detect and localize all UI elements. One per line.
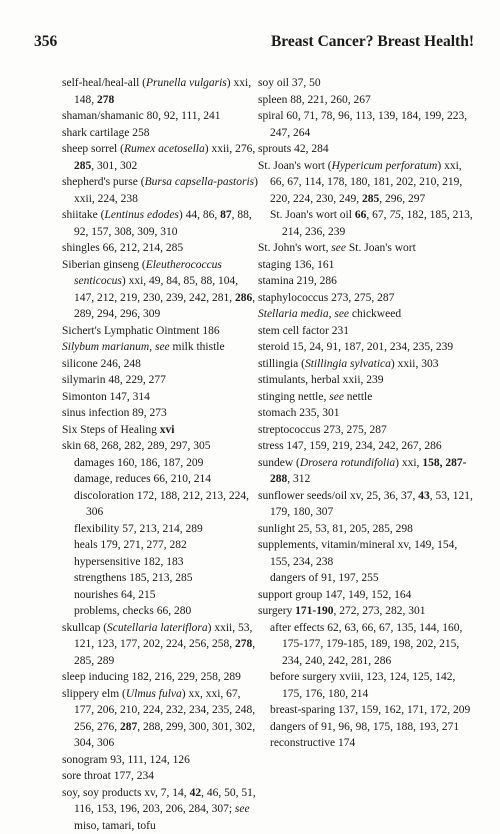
index-entry-text: damage, reduces 66, 210, 214 [74, 473, 211, 485]
index-entry [62, 257, 258, 323]
index-entry-text: breast-sparing 137, 159, 162, 171, 172, 209 [270, 704, 470, 716]
index-entry [62, 686, 258, 752]
index-entry-text: stress 147, 159, 219, 234, 242, 267, 286 [258, 440, 442, 452]
index-entry-text: , 88, 92, 157, 308, 309, 310 [74, 209, 252, 238]
index-entry [258, 158, 476, 208]
index-entry-text: , [149, 341, 155, 353]
index-entry-text: St. Joan's wort ( [258, 160, 332, 172]
index-entry [258, 323, 476, 340]
index-entry-text: , 312 [287, 473, 310, 485]
index-entry [258, 339, 476, 356]
index-entry-text: after effects 62, 63, 66, 67, 135, 144, 160, 175-177, 179-185, 189, 198, 202, 215, 234, 240, 242, 281, 286 [270, 622, 462, 667]
index-entry-text: ) 44, 86, [179, 209, 220, 221]
index-entry-text: 171-190 [295, 605, 333, 617]
index-entry-text: see [155, 341, 170, 353]
index-entry-text: , 182, 185, 213, 214, 236, 239 [282, 209, 473, 238]
index-subentry [62, 455, 258, 472]
index-entry-text: discoloration 172, 188, 212, 213, 224, 306 [74, 490, 249, 519]
index-entry-text: , 285, 289 [74, 638, 255, 667]
index-entry-text: Lentinus edodes [104, 209, 178, 221]
index-subentry [258, 702, 476, 719]
index-entry-text: stomach 235, 301 [258, 407, 339, 419]
index-entry-text: sheep sorrel ( [62, 143, 124, 155]
index-entry [258, 438, 476, 455]
index-entry-text: ) xxi, 49, 84, 85, 88, 104, 147, 212, 219, 230, 239, 242, 281, [74, 275, 238, 304]
index-entry-text: staphylococcus 273, 275, 287 [258, 292, 394, 304]
index-entry-text: St. Joan's wort oil [270, 209, 355, 221]
running-title: Breast Cancer? Breast Health! [271, 33, 474, 51]
index-entry [62, 323, 258, 340]
index-entry-text: ) xxi, [395, 457, 422, 469]
index-entry [62, 372, 258, 389]
index-subentry [62, 587, 258, 604]
index-entry [62, 207, 258, 240]
index-subentry [62, 471, 258, 488]
index-subentry [258, 735, 476, 752]
index-entry-text: heals 179, 271, 277, 282 [74, 539, 187, 551]
index-entry-text: shepherd's purse ( [62, 176, 145, 188]
index-entry-text: silymarin 48, 229, 277 [62, 374, 166, 386]
index-entry-text: streptococcus 273, 275, 287 [258, 424, 387, 436]
index-entry-text: shingles 66, 212, 214, 285 [62, 242, 183, 254]
index-entry-text: Prunella vulgaris [146, 77, 227, 89]
index-entry-text: Bursa capsella-pastoris [145, 176, 255, 188]
index-entry-text: shiitake ( [62, 209, 104, 221]
index-subentry [258, 669, 476, 702]
index-entry-text: ) xxii, 303 [391, 358, 439, 370]
index-entry [258, 92, 476, 109]
index-entry [62, 339, 258, 356]
index-entry-text: milk thistle [170, 341, 225, 353]
index-entry-text: dangers of 91, 197, 255 [270, 572, 379, 584]
index-entry-text: reconstructive 174 [270, 737, 355, 749]
index-entry-text: see [334, 308, 349, 320]
index-entry [258, 537, 476, 570]
index-entry [62, 785, 258, 834]
index-entry-text: support group 147, 149, 152, 164 [258, 589, 411, 601]
index-entry [258, 422, 476, 439]
index-entry [62, 438, 258, 455]
index-entry-text: staging 136, 161 [258, 259, 334, 271]
index-entry [258, 389, 476, 406]
index-entry-text: , 296, 297 [379, 193, 425, 205]
index-entry-text: sundew ( [258, 457, 300, 469]
index-entry-text: see [329, 391, 344, 403]
index-entry [258, 257, 476, 274]
index-entry-text: miso, tamari, tofu [74, 820, 156, 832]
index-entry [258, 306, 476, 323]
index-entry-text: before surgery xviii, 123, 124, 125, 142, 175, 176, 180, 214 [270, 671, 455, 700]
page-header [34, 33, 474, 55]
index-entry-text: ) xxi, 66, 67, 114, 178, 180, 181, 202, 210, 219, 220, 224, 230, 249, [270, 160, 462, 205]
index-entry [258, 240, 476, 257]
index-entry-text: nourishes 64, 215 [74, 589, 155, 601]
index-entry-text: ) xxi, 148, [74, 77, 251, 106]
index-entry-text: shark cartilage 258 [62, 127, 150, 139]
index-entry [258, 372, 476, 389]
index-entry-text: 66 [355, 209, 367, 221]
index-entry-text: , 67, [366, 209, 389, 221]
index-entry-text: St. Joan's wort [346, 242, 416, 254]
index-column-left [62, 75, 258, 834]
index-entry [62, 669, 258, 686]
index-column-right [258, 75, 476, 752]
index-entry-text: Simonton 147, 314 [62, 391, 150, 403]
index-entry-text: soy, soy products xv, 7, 14, [62, 787, 190, 799]
index-entry [258, 603, 476, 620]
index-entry-text: Drosera rotundifolia [300, 457, 395, 469]
index-entry [62, 240, 258, 257]
index-entry-text: 87 [220, 209, 232, 221]
index-entry-text: , 288, 299, 300, 301, 302, 304, 306 [74, 721, 255, 750]
index-entry-text: spiral 60, 71, 78, 96, 113, 139, 184, 199, 223, 247, 264 [258, 110, 467, 139]
index-entry-text: sleep inducing 182, 216, 229, 258, 289 [62, 671, 241, 683]
index-entry [258, 108, 476, 141]
index-entry-text: ) xxii, 276, [205, 143, 255, 155]
index-entry-text: chickweed [349, 308, 401, 320]
index-entry-text: Stillingia sylvatica [305, 358, 391, 370]
index-entry [62, 141, 258, 174]
index-entry-text: see [235, 803, 250, 815]
index-entry-text: xvi [160, 424, 175, 436]
index-entry [62, 389, 258, 406]
index-entry-text: ) xx, xxi, 67, 177, 206, 210, 224, 232, 234, 235, 248, 256, 276, [74, 688, 255, 733]
index-entry-text: ) xxii, 53, 121, 123, 177, 202, 224, 256, 258, [74, 622, 252, 651]
index-subentry [62, 603, 258, 620]
index-entry-text: nettle [344, 391, 372, 403]
index-subentry [258, 719, 476, 736]
index-entry-text: 278 [235, 638, 252, 650]
index-entry-text: Siberian ginseng ( [62, 259, 146, 271]
index-entry [62, 125, 258, 142]
index-entry [62, 405, 258, 422]
index-entry-text: 43 [418, 490, 430, 502]
index-entry-text: flexibility 57, 213, 214, 289 [74, 523, 203, 535]
index-subentry [258, 620, 476, 670]
index-entry [258, 356, 476, 373]
index-entry [62, 356, 258, 373]
index-entry-text: , 46, 50, 51, 116, 153, 196, 203, 206, 284, 307; [74, 787, 256, 816]
index-entry-text: supplements, vitamin/mineral xv, 149, 154, 155, 234, 238 [258, 539, 457, 568]
index-entry-text: , [329, 308, 335, 320]
index-subentry [258, 207, 476, 240]
index-entry-text: spleen 88, 221, 260, 267 [258, 94, 371, 106]
index-entry [258, 587, 476, 604]
index-entry-text: skullcap ( [62, 622, 107, 634]
index-entry-text: strengthens 185, 213, 285 [74, 572, 193, 584]
index-subentry [258, 570, 476, 587]
index-entry-text: ) xxii, 224, 238 [74, 176, 258, 205]
index-entry-text: stamina 219, 286 [258, 275, 337, 287]
index-entry-text: 285 [362, 193, 379, 205]
index-entry-text: sunflower seeds/oil xv, 25, 36, 37, [258, 490, 418, 502]
index-subentry [62, 570, 258, 587]
index-entry-text: slippery elm ( [62, 688, 126, 700]
index-entry-text: self-heal/heal-all ( [62, 77, 146, 89]
index-entry-text: 286 [235, 292, 252, 304]
index-entry-text: 158, 287-288 [270, 457, 466, 486]
index-entry-text: Sichert's Lymphatic Ointment 186 [62, 325, 220, 337]
index-entry-text: Six Steps of Healing [62, 424, 160, 436]
index-entry [62, 75, 258, 108]
index-entry-text: stimulants, herbal xxii, 239 [258, 374, 384, 386]
index-entry-text: St. John's wort, [258, 242, 331, 254]
index-entry-text: , 289, 294, 296, 309 [74, 292, 255, 321]
index-entry-text: soy oil 37, 50 [258, 77, 321, 89]
index-entry [62, 768, 258, 785]
index-entry [258, 75, 476, 92]
index-subentry [62, 521, 258, 538]
index-entry-text: stinging nettle, [258, 391, 329, 403]
index-entry-text: sprouts 42, 284 [258, 143, 329, 155]
index-entry [258, 273, 476, 290]
index-entry-text: , 53, 121, 179, 180, 307 [270, 490, 473, 519]
index-entry-text: hypersensitive 182, 183 [74, 556, 184, 568]
index-entry [258, 488, 476, 521]
index-entry-text: Eleutherococcus senticocus [74, 259, 222, 288]
index-entry [62, 174, 258, 207]
index-entry-text: 278 [97, 94, 114, 106]
index-entry [258, 521, 476, 538]
index-entry-text: stem cell factor 231 [258, 325, 349, 337]
index-entry-text: Hypericum perforatum [332, 160, 438, 172]
index-entry [258, 290, 476, 307]
index-entry-text: , 301, 302 [91, 160, 137, 172]
index-entry-text: silicone 246, 248 [62, 358, 141, 370]
index-entry-text: 287 [120, 721, 137, 733]
index-entry [62, 620, 258, 670]
index-entry-text: 42 [190, 787, 202, 799]
index-entry-text: shaman/shamanic 80, 92, 111, 241 [62, 110, 221, 122]
index-subentry [62, 537, 258, 554]
index-entry-text: Ulmus fulva [126, 688, 182, 700]
index-entry-text: stillingia ( [258, 358, 305, 370]
index-entry-text: Stellaria media [258, 308, 329, 320]
index-entry-text: , 272, 273, 282, 301 [334, 605, 426, 617]
index-entry [62, 108, 258, 125]
index-entry [258, 405, 476, 422]
index-entry-text: sunlight 25, 53, 81, 205, 285, 298 [258, 523, 413, 535]
index-subentry [62, 488, 258, 521]
index-entry-text: Silybum marianum [62, 341, 149, 353]
page-number: 356 [34, 33, 57, 51]
index-entry-text: see [331, 242, 346, 254]
index-entry-text: 285 [74, 160, 91, 172]
index-entry-text: sore throat 177, 234 [62, 770, 154, 782]
index-entry-text: skin 68, 268, 282, 289, 297, 305 [62, 440, 211, 452]
index-entry-text: dangers of 91, 96, 98, 175, 188, 193, 271 [270, 721, 459, 733]
index-entry-text: problems, checks 66, 280 [74, 605, 191, 617]
index-entry-text: Rumex acetosella [124, 143, 205, 155]
index-entry-text: sonogram 93, 111, 124, 126 [62, 754, 190, 766]
index-entry [258, 141, 476, 158]
index-entry [62, 422, 258, 439]
index-entry-text: surgery [258, 605, 295, 617]
index-entry-text: steroid 15, 24, 91, 187, 201, 234, 235, 239 [258, 341, 453, 353]
index-entry [258, 455, 476, 488]
index-entry-text: 75 [389, 209, 401, 221]
index-entry-text: sinus infection 89, 273 [62, 407, 167, 419]
index-entry-text: Scutellaria lateriflora [107, 622, 208, 634]
index-subentry [62, 554, 258, 571]
index-entry-text: damages 160, 186, 187, 209 [74, 457, 203, 469]
